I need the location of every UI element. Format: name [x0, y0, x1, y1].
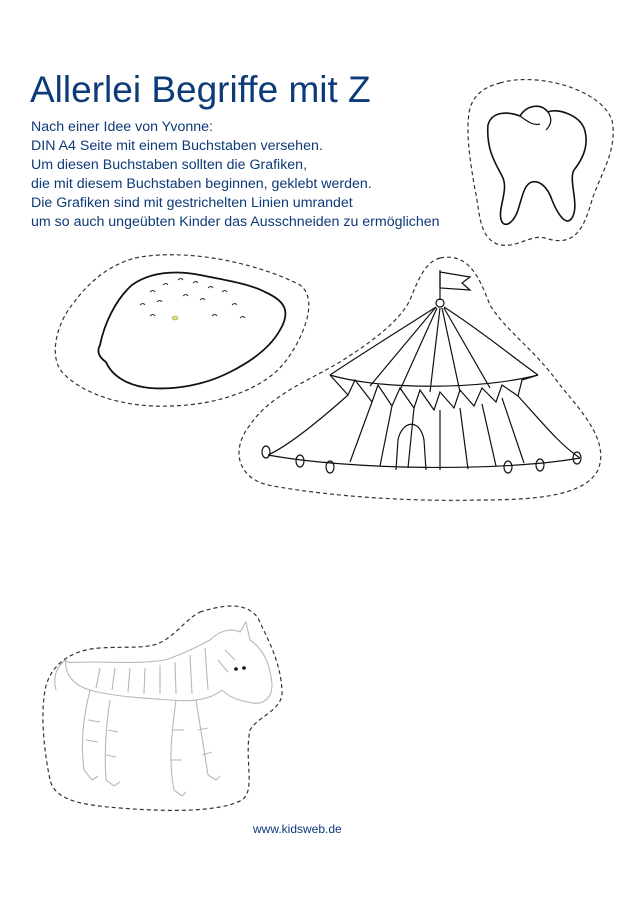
intro-line: DIN A4 Seite mit einem Buchstaben versehen. — [31, 138, 323, 154]
intro-line: Um diesen Buchstaben sollten die Grafiken, — [31, 157, 308, 173]
kidsweb-link[interactable]: www.kidsweb.de — [253, 822, 342, 836]
page-title: Allerlei Begriffe mit Z — [30, 69, 371, 110]
intro-line: um so auch ungeübten Kinder das Ausschneiden zu ermöglichen — [31, 214, 440, 230]
zebra-icon — [43, 606, 282, 810]
circus-tent-icon — [239, 257, 601, 500]
intro-line: die mit diesem Buchstaben beginnen, geklebt werden. — [31, 176, 372, 192]
tooth-icon — [468, 80, 613, 246]
intro-line: Die Grafiken sind mit gestrichelten Linien umrandet — [31, 195, 353, 211]
lemon-icon — [55, 255, 309, 406]
intro-line: Nach einer Idee von Yvonne: — [31, 119, 213, 135]
